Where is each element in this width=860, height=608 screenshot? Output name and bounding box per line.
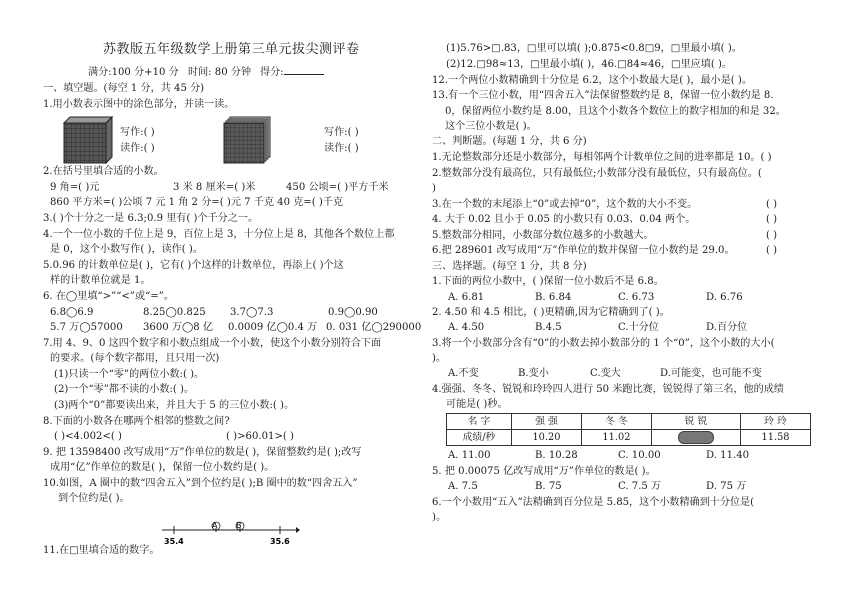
question-13-line-1: 13.有一个三位小数，用“四舍五入”法保留整数约是 8，保留一位小数约是 8. [432, 90, 774, 101]
table-header-cell: 冬 冬 [581, 414, 651, 430]
q2-c: 450 公顷=( )平方千米 [286, 182, 389, 193]
q11-part-2: (2)12.□98≈13，□里最小填( )，46.□84≈46，□里应填( )。 [446, 59, 733, 70]
question-6: 6. 在◯里填“>”“<”或“=”。 [43, 291, 174, 302]
c4-option-a: A. 11.00 [448, 450, 491, 461]
choice-4-line-1: 4.强强、冬冬、锐锐和玲玲四人进行 50 米跑比赛，锐锐得了第三名，他的成绩 [432, 384, 784, 395]
choice-3-line-2: )。 [432, 353, 447, 364]
question-3: 3.( )个十分之一是 6.3;0.9 里有( )个千分之一。 [43, 213, 259, 224]
choice-6-line-1: 6.一个小数用“五入”法精确到百分位是 5.85，这个小数精确到十分位是( [432, 497, 755, 508]
judge-paren: ( ) [766, 245, 778, 256]
question-13-line-2: 0，保留两位小数约是 8.00，且这个小数各个数位上的数字相加的和是 32。 [445, 106, 786, 117]
table-header-cell: 强 强 [512, 414, 582, 430]
shaded-layers-figure [222, 115, 272, 167]
c2-option-a: A. 4.50 [448, 322, 485, 333]
c5-option-d: D. 75 万 [706, 481, 747, 492]
time-info: 时间: 80 分钟 [188, 67, 252, 78]
table-cell: 成绩/秒 [447, 430, 512, 446]
judge-6: 6.把 289601 改写成用“万”作单位的数并保留一位小数约是 29.0。 [432, 245, 735, 256]
table-row [447, 430, 811, 446]
q6-item: 3600 万◯8 亿 [143, 322, 214, 333]
c3-option-c: C.变大 [590, 368, 621, 379]
score-got: 得分: [260, 67, 324, 79]
question-10-line-1: 10.如图，A 圈中的数“四舍五入”到个位约是( );B 圈中的数“四舍五入” [43, 478, 358, 489]
judge-2-line-1: 2.整数部分没有最高位，只有最低位;小数部分没有最低位，只有最高位。( [432, 168, 762, 179]
section-2-heading: 二、判断题。(每题 1 分，共 6 分) [432, 136, 587, 147]
q1-left-write: 写作:( ) [120, 127, 155, 138]
q1-right-read: 读作:( ) [324, 143, 359, 154]
question-7-line-2: 的要求。(每个数字都用，且只用一次) [50, 353, 220, 364]
c1-option-d: D. 6.76 [706, 292, 743, 303]
table-header-cell: 名 字 [447, 414, 512, 430]
q11-part-1: (1)5.76>□.83，□里可以填( );0.875<0.8□9，□里最小填( )。 [446, 43, 742, 54]
c1-option-b: B. 6.84 [535, 292, 572, 303]
q6-item: 0.0009 亿◯0.4 万 [228, 322, 318, 333]
table-header-cell: 锐 锐 [651, 414, 740, 430]
c1-option-a: A. 6.81 [448, 292, 485, 303]
c5-option-c: C. 7.5 万 [618, 481, 662, 492]
q8-a: ( )<4.002<( ) [54, 431, 122, 442]
c2-option-d: D.百分位 [706, 322, 748, 333]
c4-option-c: C. 10.00 [618, 450, 661, 461]
choice-5: 5. 把 0.00075 亿改写成用“万”作单位的数是( )。 [432, 466, 656, 477]
judge-5: 5.整数部分相同，小数部分数位越多的小数越大。 [432, 230, 654, 241]
nl-right-value: 35.6 [270, 537, 290, 546]
page-title: 苏教版五年级数学上册第三单元拔尖测评卷 [103, 42, 360, 57]
question-13-line-3: 这个三位小数是( )。 [445, 121, 537, 132]
ink-blot-icon [678, 431, 714, 444]
q7-c: (3)两个“0”都要读出来，并且大于 5 的三位小数:( )。 [54, 400, 295, 411]
choice-4-line-2: 可能是( )秒。 [446, 399, 508, 410]
judge-2-line-2: ) [432, 183, 436, 194]
c3-option-b: B.变小 [518, 368, 549, 379]
q6-item: 8.25◯0.825 [143, 307, 206, 318]
question-2: 2.在括号里填合适的小数。 [43, 166, 164, 177]
nl-label-b: B [236, 521, 242, 530]
c5-option-a: A. 7.5 [448, 481, 478, 492]
choice-3-line-1: 3.将一个小数部分含有“0”的小数去掉小数部分的 1 个“0”，这个小数的大小( [432, 338, 775, 349]
q6-item: 6.8◯6.9 [50, 307, 94, 318]
c4-option-b: B. 10.28 [535, 450, 578, 461]
q2-a: 9 角=( )元 [50, 182, 100, 193]
table-header-cell: 玲 玲 [741, 414, 811, 430]
judge-1: 1.无论整数部分还是小数部分，每相邻两个计数单位之间的进率都是 10。( ) [432, 152, 772, 163]
c4-option-d: D. 11.40 [706, 450, 750, 461]
q1-right-write: 写作:( ) [324, 127, 359, 138]
q7-b: (2)一个“零”都不读的小数:( )。 [54, 384, 195, 395]
c5-option-b: B. 75 [535, 481, 562, 492]
judge-paren: ( ) [766, 199, 778, 210]
q6-item: 5.7 万◯57000 [50, 322, 123, 333]
judge-3: 3.在一个数的末尾添上“0”或去掉“0”，这个数的大小不变。 [432, 199, 698, 210]
question-7-line-1: 7.用 4、9、0 这四个数字和小数点组成一个小数，使这个小数分别符合下面 [43, 338, 382, 349]
table-cell: 11.58 [741, 430, 811, 446]
q8-b: ( )>60.01>( ) [226, 431, 294, 442]
nl-label-a: A [212, 521, 218, 530]
score-info: 满分:100 分+10 分 [88, 67, 179, 78]
question-9-line-1: 9. 把 13598400 改写成用“万”作单位的数是( )，保留整数约是( );改写 [43, 447, 362, 458]
table-header-row [447, 414, 811, 430]
table-cell: 10.20 [512, 430, 582, 446]
c3-option-d: D.可能变，也可能不变 [660, 368, 762, 379]
choice-2: 2. 4.50 和 4.5 相比，( )更精确,因为它精确到了( )。 [432, 307, 670, 318]
q6-item: 3.7◯7.3 [230, 307, 274, 318]
q6-item: 0. 031 亿◯290000 [326, 322, 422, 333]
q2-b: 3 米 8 厘米=( )米 [173, 182, 256, 193]
judge-4: 4. 大于 0.02 且小于 0.05 的小数只有 0.03、0.04 两个。 [432, 214, 696, 225]
nl-left-value: 35.4 [164, 537, 184, 546]
c2-option-c: C.十分位 [618, 322, 659, 333]
question-11: 11.在□里填合适的数字。 [43, 545, 160, 556]
question-9-line-2: 成用“亿”作单位的数是( )，保留一位小数约是( )。 [50, 462, 275, 473]
question-4-line-2: 是 0，这个小数写作( )，读作( )。 [50, 244, 203, 255]
c2-option-b: B.4.5 [535, 322, 562, 333]
q6-item: 0.9◯0.90 [328, 307, 378, 318]
race-results-table [446, 413, 811, 446]
question-5-line-2: 样的计数单位就是 1。 [50, 275, 151, 286]
shaded-cube-figure [62, 115, 114, 165]
question-12: 12.一个两位小数精确到十分位是 6.2，这个小数最大是( )，最小是( )。 [432, 75, 752, 86]
question-1: 1.用小数表示图中的涂色部分，并读一读。 [43, 99, 235, 110]
table-cell: 11.02 [581, 430, 651, 446]
question-4-line-1: 4.一个一位小数的千位上是 9，百位上是 3，十分位上是 8，其他各个数位上都 [43, 229, 395, 240]
q1-left-read: 读作:( ) [120, 143, 155, 154]
choice-6-line-2: )。 [432, 512, 447, 523]
question-8: 8.下面的小数各在哪两个相邻的整数之间? [43, 416, 230, 427]
section-1-heading: 一、填空题。(每空 1 分，共 45 分) [43, 83, 205, 94]
judge-paren: ( ) [766, 214, 778, 225]
section-3-heading: 三、选择题。(每空 1 分，共 8 分) [432, 261, 587, 272]
q2-d: 860 平方米=( )公顷 7 元 1 角 2 分=( )元 7 千克 40 克=( )千克 [50, 197, 344, 208]
number-line-figure [160, 516, 300, 548]
q7-a: (1)只读一个“零”的两位小数:( )。 [54, 369, 205, 380]
judge-paren: ( ) [766, 230, 778, 241]
question-5-line-1: 5.0.96 的计数单位是( )，它有( )个这样的计数单位，再添上( )个这 [43, 260, 344, 271]
c3-option-a: A.不变 [448, 368, 479, 379]
table-cell-obscured [651, 430, 740, 446]
c1-option-c: C. 6.73 [618, 292, 655, 303]
choice-1: 1.下面的两位小数中，( )保留一位小数后不是 6.8。 [432, 276, 664, 287]
question-10-line-2: 到个位约是( )。 [58, 493, 130, 504]
